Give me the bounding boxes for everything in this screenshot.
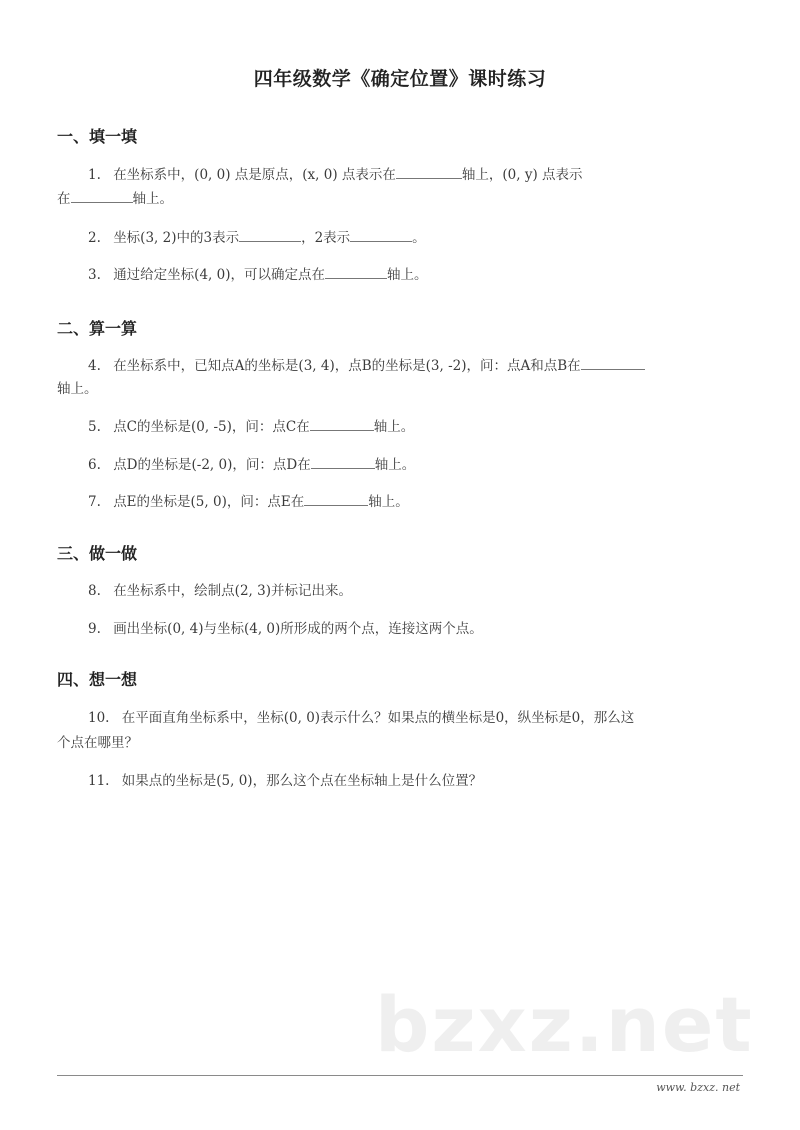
question-number: 3. [88,267,101,283]
question-text: 个点在哪里？ [57,735,138,751]
section-heading-think: 四、想一想 [57,670,138,689]
question-text: 在坐标系中，绘制点(2, 3)并标记出来。 [113,583,352,599]
question-5 [88,416,414,437]
question-number: 1. [88,167,101,183]
question-text: 轴上。 [57,381,98,397]
question-text: 轴上。 [373,419,415,435]
question-text: 在坐标系中，(0, 0) 点是原点，(x, 0) 点表示在 [113,167,396,183]
question-text: 在 [57,191,71,207]
question-text: 坐标(3, 2)中的3表示 [113,230,240,246]
question-number: 4. [88,358,101,374]
answer-blank[interactable] [304,491,368,506]
question-number: 11. [88,773,110,789]
question-number: 7. [88,494,101,510]
answer-blank[interactable] [310,416,374,431]
question-number: 6. [88,457,101,473]
watermark: bzxz.net [375,980,754,1069]
question-text: 轴上，(0, y) 点表示 [461,167,583,183]
question-7 [88,491,409,512]
section-heading-do: 三、做一做 [57,544,138,563]
answer-blank[interactable] [239,227,301,242]
section-heading-fill: 一、填一填 [57,127,138,146]
question-2 [88,227,426,248]
answer-blank[interactable] [71,188,133,203]
answer-blank[interactable] [396,164,462,179]
answer-blank[interactable] [311,454,375,469]
question-10-line-2 [57,733,138,753]
footer-url: www. bzxz. net [656,1081,740,1094]
document-title: 四年级数学《确定位置》课时练习 [253,68,547,90]
question-number: 10. [88,710,110,726]
footer-divider [57,1075,743,1076]
question-1-line-2 [57,188,173,209]
question-text: 如果点的坐标是(5, 0)，那么这个点在坐标轴上是什么位置？ [121,773,483,789]
question-text: ，2表示 [301,230,351,246]
question-number: 9. [88,621,101,637]
question-1-line-1 [88,164,583,185]
question-4-line-1 [88,355,645,376]
section-heading-calculate: 二、算一算 [57,319,138,338]
answer-blank[interactable] [350,227,412,242]
question-text: 点C的坐标是(0, -5)，问：点C在 [113,419,310,435]
question-8 [88,581,352,601]
question-text: 。 [412,230,426,246]
question-number: 2. [88,230,101,246]
question-6 [88,454,415,475]
question-text: 轴上。 [132,191,173,207]
question-text: 轴上。 [386,267,428,283]
question-text: 画出坐标(0, 4)与坐标(4, 0)所形成的两个点，连接这两个点。 [113,621,483,637]
question-text: 在平面直角坐标系中，坐标(0, 0)表示什么？如果点的横坐标是0，纵坐标是0，那么这 [121,710,635,726]
question-number: 8. [88,583,101,599]
question-10-line-1 [88,708,634,728]
question-4-line-2 [57,379,98,399]
question-9 [88,619,483,639]
question-text: 轴上。 [368,494,409,510]
question-text: 轴上。 [374,457,416,473]
answer-blank[interactable] [325,264,387,279]
question-text: 通过给定坐标(4, 0)，可以确定点在 [113,267,325,283]
answer-blank[interactable] [581,355,645,370]
question-text: 点E的坐标是(5, 0)，问：点E在 [113,494,305,510]
question-number: 5. [88,419,101,435]
question-11 [88,771,482,791]
question-text: 在坐标系中，已知点A的坐标是(3, 4)，点B的坐标是(3, -2)，问：点A和点B在 [113,358,581,374]
question-3 [88,264,427,285]
question-text: 点D的坐标是(-2, 0)，问：点D在 [113,457,311,473]
